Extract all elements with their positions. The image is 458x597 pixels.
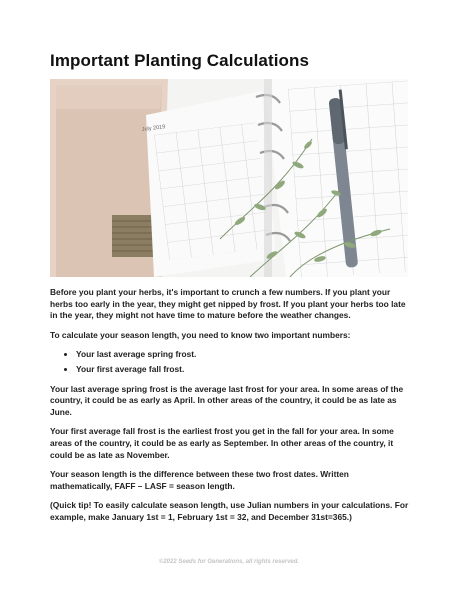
- page-title: Important Planting Calculations: [50, 51, 310, 70]
- season-length-paragraph: Your season length is the difference between these two frost dates. Written mathematically, FAFF – LASF = season length.: [50, 469, 349, 491]
- spring-frost-paragraph: Your last average spring frost is the average last frost for your area. In some areas of the country, it could be as early as April. In other areas of the country, it could be as late as June.: [50, 383, 404, 417]
- quick-tip-paragraph: (Quick tip! To easily calculate season length, use Julian numbers in your calculations. For example, make January 1st = 1, February 1st = 32, and December 31st=365.): [50, 500, 409, 522]
- frost-list: [50, 349, 412, 375]
- list-item: • Your last average spring frost.: [76, 349, 412, 361]
- fall-frost-paragraph: Your first average fall frost is the earliest frost you get in the fall for your area. In some areas of the country, it could be as early as September. In other areas of the country, it could be as late as November.: [50, 426, 394, 460]
- calendar-month-label: July 2019: [141, 124, 166, 133]
- list-item: • Your first average fall frost.: [76, 364, 412, 376]
- body-text: [50, 287, 412, 532]
- copyright-footer: ©2022 Seeds for Generations, all rights reserved.: [158, 559, 300, 565]
- planner-photo: [50, 79, 408, 277]
- need-to-know-paragraph: To calculate your season length, you need to know two important numbers:: [50, 329, 351, 340]
- intro-paragraph: Before you plant your herbs, it's important to crunch a few numbers. If you plant your herbs too early in the year, they might get nipped by frost. If you plant your herbs too late in the year, they might not have time to mature before the weather changes.: [50, 287, 406, 321]
